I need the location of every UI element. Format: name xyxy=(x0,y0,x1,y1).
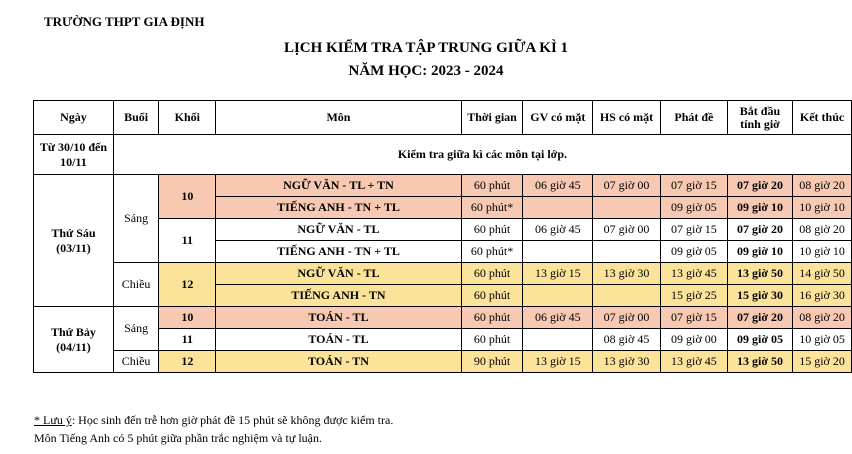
hs-cell xyxy=(593,241,661,263)
col-header-start-line1: Bắt đầu xyxy=(739,103,781,118)
table-row xyxy=(34,307,852,329)
hs-cell: 13 giờ 30 xyxy=(593,263,661,285)
duration-cell: 60 phút xyxy=(461,285,523,307)
start-cell: 13 giờ 50 xyxy=(727,263,792,285)
school-year: NĂM HỌC: 2023 - 2024 xyxy=(348,63,504,79)
intro-text: Kiểm tra giữa kì các môn tại lớp. xyxy=(113,135,851,175)
gv-cell xyxy=(523,329,593,351)
subject-cell: TOÁN - TN xyxy=(216,351,461,373)
gv-cell xyxy=(523,285,593,307)
duration-cell: 60 phút xyxy=(461,219,523,241)
hs-cell: 07 giờ 00 xyxy=(593,307,661,329)
session-cell: Sáng xyxy=(113,175,158,263)
day-cell-saturday xyxy=(34,307,114,373)
intro-day-line1: Từ 30/10 đến xyxy=(39,139,108,154)
end-cell: 08 giờ 20 xyxy=(793,307,852,329)
hand-out-cell: 07 giờ 15 xyxy=(660,307,727,329)
end-cell: 16 giờ 30 xyxy=(793,285,852,307)
note-line-2: Môn Tiếng Anh có 5 phút giữa phần trắc nghiệm và tự luận. xyxy=(34,431,322,445)
duration-cell: 60 phút xyxy=(461,263,523,285)
grade-cell: 10 xyxy=(159,175,216,219)
col-header-duration: Thời gian xyxy=(461,101,523,135)
hand-out-cell: 07 giờ 15 xyxy=(660,219,727,241)
subject-cell: TOÁN - TL xyxy=(216,329,461,351)
duration-cell: 60 phút xyxy=(461,307,523,329)
day-cell-friday xyxy=(34,175,114,307)
session-cell: Sáng xyxy=(113,307,158,351)
start-cell: 13 giờ 50 xyxy=(727,351,792,373)
duration-cell: 90 phút xyxy=(461,351,523,373)
start-cell: 07 giờ 20 xyxy=(727,307,792,329)
end-cell: 10 giờ 10 xyxy=(793,197,852,219)
end-cell: 15 giờ 20 xyxy=(793,351,852,373)
grade-cell: 12 xyxy=(159,351,216,373)
col-header-subject: Môn xyxy=(216,101,461,135)
subject-cell: NGỮ VĂN - TL + TN xyxy=(216,175,461,197)
end-cell: 10 giờ 10 xyxy=(793,241,852,263)
grade-cell: 12 xyxy=(159,263,216,307)
duration-cell: 60 phút* xyxy=(461,241,523,263)
subject-cell: TIẾNG ANH - TN + TL xyxy=(216,197,461,219)
note-text-1: : Học sinh đến trễ hơn giờ phát đề 15 phút sẽ không được kiểm tra. xyxy=(71,413,394,427)
end-cell: 14 giờ 50 xyxy=(793,263,852,285)
gv-cell: 13 giờ 15 xyxy=(523,351,593,373)
gv-cell: 13 giờ 15 xyxy=(523,263,593,285)
intro-row xyxy=(34,135,852,175)
gv-cell: 06 giờ 45 xyxy=(523,307,593,329)
school-name: TRƯỜNG THPT GIA ĐỊNH xyxy=(44,14,205,29)
hs-cell xyxy=(593,197,661,219)
subject-cell: TOÁN - TL xyxy=(216,307,461,329)
gv-cell xyxy=(523,241,593,263)
subject-cell: NGỮ VĂN - TL xyxy=(216,263,461,285)
start-cell: 09 giờ 05 xyxy=(727,329,792,351)
hand-out-cell: 09 giờ 00 xyxy=(660,329,727,351)
session-cell: Chiều xyxy=(113,351,158,373)
start-cell: 15 giờ 30 xyxy=(727,285,792,307)
hand-out-cell: 15 giờ 25 xyxy=(660,285,727,307)
hand-out-cell: 09 giờ 05 xyxy=(660,197,727,219)
subject-cell: NGỮ VĂN - TL xyxy=(216,219,461,241)
day-saturday-line2: (04/11) xyxy=(56,339,91,354)
duration-cell: 60 phút xyxy=(461,329,523,351)
table-header-row xyxy=(34,101,852,135)
col-header-start xyxy=(727,101,792,135)
grade-cell: 10 xyxy=(159,307,216,329)
duration-cell: 60 phút xyxy=(461,175,523,197)
table-row xyxy=(34,351,852,373)
start-cell: 07 giờ 20 xyxy=(727,219,792,241)
col-header-day: Ngày xyxy=(34,101,114,135)
subject-cell: TIẾNG ANH - TN + TL xyxy=(216,241,461,263)
col-header-grade: Khối xyxy=(159,101,216,135)
grade-cell: 11 xyxy=(159,219,216,263)
exam-schedule-table xyxy=(33,100,852,373)
intro-day-cell xyxy=(34,135,114,175)
table-row xyxy=(34,175,852,197)
table-row xyxy=(34,263,852,285)
gv-cell xyxy=(523,197,593,219)
hs-cell: 07 giờ 00 xyxy=(593,219,661,241)
hand-out-cell: 13 giờ 45 xyxy=(660,263,727,285)
grade-cell: 11 xyxy=(159,329,216,351)
hs-cell: 13 giờ 30 xyxy=(593,351,661,373)
end-cell: 10 giờ 05 xyxy=(793,329,852,351)
hs-cell: 08 giờ 45 xyxy=(593,329,661,351)
col-header-session: Buổi xyxy=(113,101,158,135)
note-line-1 xyxy=(34,413,393,428)
session-cell: Chiều xyxy=(113,263,158,307)
col-header-hs: HS có mặt xyxy=(593,101,661,135)
day-saturday-line1: Thứ Bảy xyxy=(50,324,96,339)
col-header-start-line2: tính giờ xyxy=(740,116,780,131)
day-friday-line1: Thứ Sáu xyxy=(51,225,96,240)
start-cell: 09 giờ 10 xyxy=(727,197,792,219)
start-cell: 09 giờ 10 xyxy=(727,241,792,263)
hs-cell: 07 giờ 00 xyxy=(593,175,661,197)
col-header-end: Kết thúc xyxy=(793,101,852,135)
hand-out-cell: 09 giờ 05 xyxy=(660,241,727,263)
gv-cell: 06 giờ 45 xyxy=(523,175,593,197)
hand-out-cell: 13 giờ 45 xyxy=(660,351,727,373)
end-cell: 08 giờ 20 xyxy=(793,175,852,197)
col-header-gv: GV có mặt xyxy=(523,101,593,135)
hs-cell xyxy=(593,285,661,307)
end-cell: 08 giờ 20 xyxy=(793,219,852,241)
duration-cell: 60 phút* xyxy=(461,197,523,219)
note-label: * Lưu ý xyxy=(34,413,72,427)
day-friday-line2: (03/11) xyxy=(56,240,91,255)
subject-cell: TIẾNG ANH - TN xyxy=(216,285,461,307)
hand-out-cell: 07 giờ 15 xyxy=(660,175,727,197)
col-header-hand-out: Phát đề xyxy=(660,101,727,135)
gv-cell: 06 giờ 45 xyxy=(523,219,593,241)
document-title: LỊCH KIỂM TRA TẬP TRUNG GIỮA KÌ 1 xyxy=(283,40,569,56)
intro-day-line2: 10/11 xyxy=(60,154,87,169)
start-cell: 07 giờ 20 xyxy=(727,175,792,197)
